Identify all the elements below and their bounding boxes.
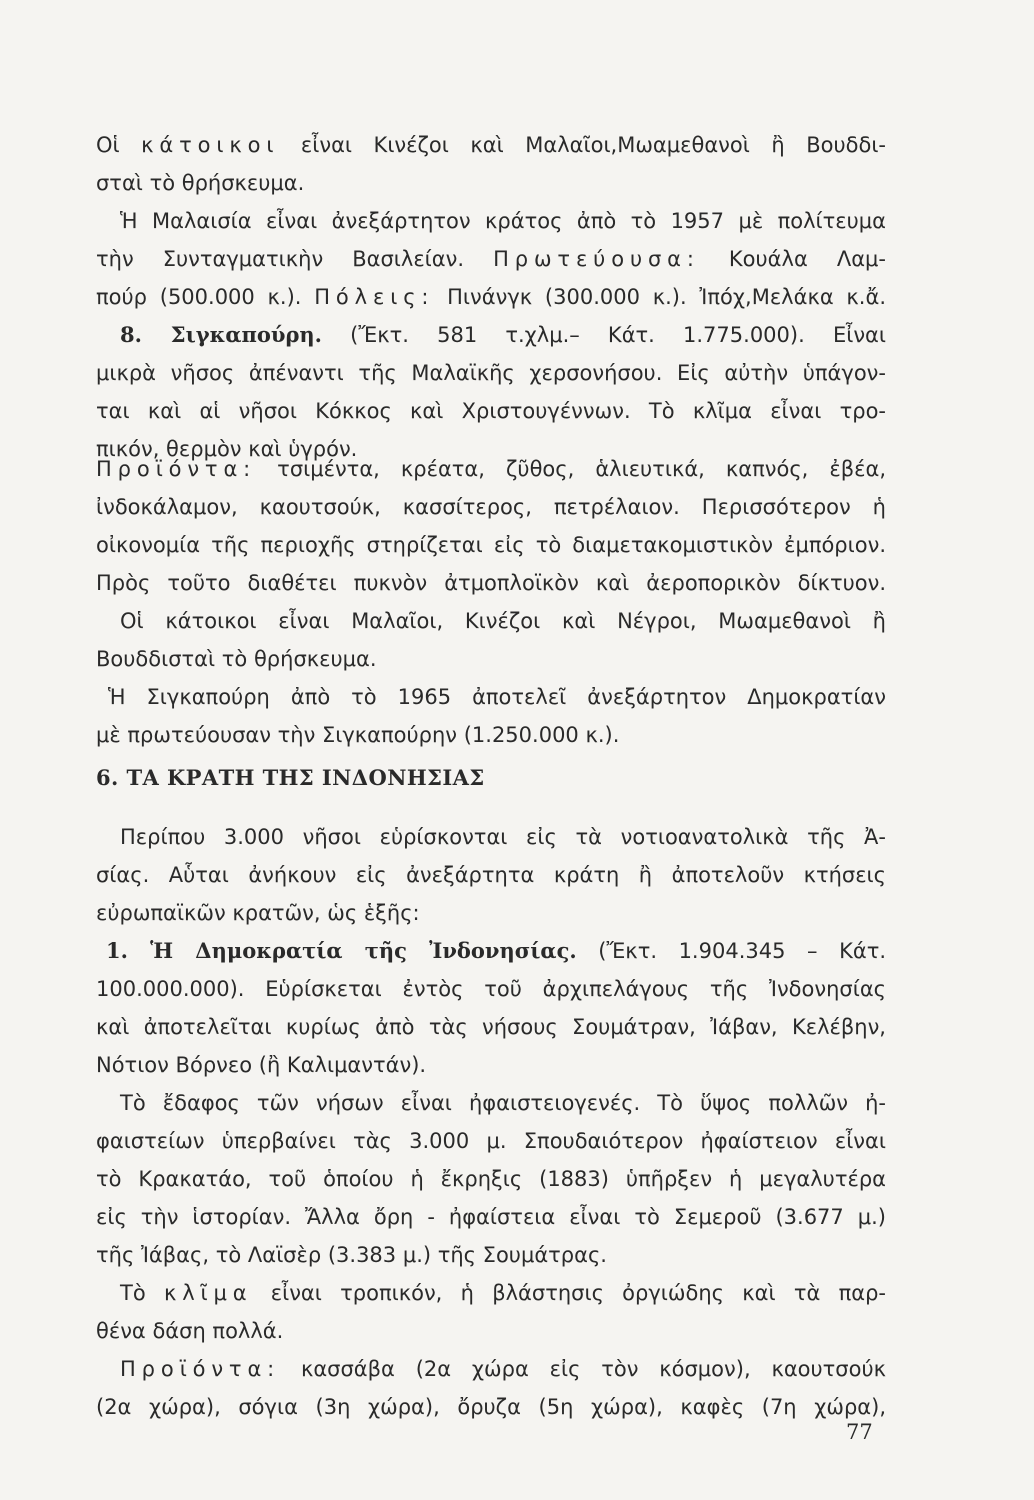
text-line: σταὶ τὸ θρήσκευμα. (96, 171, 305, 195)
text-line: τὸ Κρακατάο, τοῦ ὁποίου ἡ ἔκρηξις (1883) ὑπῆρξεν ἡ μεγαλυτέρα (96, 1167, 886, 1191)
text-line: Οἱ κάτοικοι εἶναι Μαλαῖοι, Κινέζοι καὶ Νέγροι, Μωαμεθανοὶ ἢ (120, 609, 886, 633)
text-line: 100.000.000). Εὑρίσκεται ἐντὸς τοῦ ἀρχιπελάγους τῆς Ἰνδονησίας (96, 977, 886, 1001)
text-line: Νότιον Βόρνεο (ἢ Καλιμαντάν). (96, 1053, 427, 1077)
text-line: οἰκονομία τῆς περιοχῆς στηρίζεται εἰς τὸ διαμετακομιστικὸν ἐμπόριον. (96, 533, 886, 557)
text-line: τῆς Ἰάβας, τὸ Λαϊσὲρ (3.383 μ.) τῆς Σουμάτρας. (96, 1243, 607, 1267)
text-line: εὐρωπαϊκῶν κρατῶν, ὡς ἑξῆς: (96, 901, 420, 925)
text-line: Τὸ ἔδαφος τῶν νήσων εἶναι ἠφαιστειογενές. Τὸ ὕψος πολλῶν ἠ- (120, 1091, 886, 1115)
text-line: Τὸ κλῖμα εἶναι τροπικόν, ἡ βλάστησις ὀργιώδης καὶ τὰ παρ- (120, 1281, 886, 1305)
text-line: Πρὸς τοῦτο διαθέτει πυκνὸν ἀτμοπλοϊκὸν καὶ ἀεροπορικὸν δίκτυον. (96, 571, 886, 595)
text-line: πικόν, θερμὸν καὶ ὑγρόν. (96, 437, 358, 461)
text-line: Ἡ Σιγκαπούρη ἀπὸ τὸ 1965 ἀποτελεῖ ἀνεξάρτητον Δημοκρατίαν (108, 685, 886, 709)
text-line: μὲ πρωτεύουσαν τὴν Σιγκαπούρην (1.250.000 κ.). (96, 723, 620, 747)
text-line: θένα δάση πολλά. (96, 1319, 284, 1343)
text-line: μικρὰ νῆσος ἀπέναντι τῆς Μαλαϊκῆς χερσονήσου. Εἰς αὐτὴν ὑπάγον- (96, 361, 886, 385)
text-line: (2α χώρα), σόγια (3η χώρα), ὄρυζα (5η χώρα), καφὲς (7η χώρα), (96, 1395, 886, 1419)
text-line: τὴν Συνταγματικὴν Βασιλείαν. Πρωτεύουσα: Κουάλα Λαμ- (96, 247, 886, 271)
text-line: Περίπου 3.000 νῆσοι εὑρίσκονται εἰς τὰ νοτιοανατολικὰ τῆς Ἀ- (120, 825, 886, 849)
text-line: καὶ ἀποτελεῖται κυρίως ἀπὸ τὰς νήσους Σουμάτραν, Ἰάβαν, Κελέβην, (96, 1015, 886, 1039)
text-line: φαιστείων ὑπερβαίνει τὰς 3.000 μ. Σπουδαιότερον ἠφαίστειον εἶναι (96, 1129, 886, 1153)
text-line: σίας. Αὗται ἀνήκουν εἰς ἀνεξάρτητα κράτη ἢ ἀποτελοῦν κτήσεις (96, 863, 886, 887)
text-line: ἰνδοκάλαμον, καουτσούκ, κασσίτερος, πετρέλαιον. Περισσότερον ἡ (96, 495, 886, 519)
text-line: εἰς τὴν ἱστορίαν. Ἄλλα ὄρη - ἠφαίστεια εἶναι τὸ Σεμεροῦ (3.677 μ.) (96, 1205, 886, 1229)
text-line: 8. Σιγκαπούρη. (Ἔκτ. 581 τ.χλμ.– Κάτ. 1.775.000). Εἶναι (120, 322, 886, 347)
text-line: πούρ (500.000 κ.). Πόλεις: Πινάνγκ (300.000 κ.). Ἰπόχ,Μελάκα κ.ἄ. (96, 285, 887, 309)
text-line: Προϊόντα: τσιμέντα, κρέατα, ζῦθος, ἁλιευτικά, καπνός, ἐβέα, (96, 457, 886, 481)
text-line: 1. Ἡ Δημοκρατία τῆς Ἰνδονησίας. (Ἔκτ. 1.904.345 – Κάτ. (106, 938, 887, 963)
text-line: Προϊόντα: κασσάβα (2α χώρα εἰς τὸν κόσμον), καουτσούκ (120, 1357, 886, 1381)
text-line: Οἱ κάτοικοι εἶναι Κινέζοι καὶ Μαλαῖοι,Μωαμεθανοὶ ἢ Βουδδι- (96, 133, 887, 157)
text-line: Ἡ Μαλαισία εἶναι ἀνεξάρτητον κράτος ἀπὸ τὸ 1957 μὲ πολίτευμα (120, 209, 886, 233)
section-heading: 6. ΤΑ ΚΡΑΤΗ ΤΗΣ ΙΝΔΟΝΗΣΙΑΣ (96, 765, 485, 790)
text-line: ται καὶ αἱ νῆσοι Κόκκος καὶ Χριστουγέννων. Τὸ κλῖμα εἶναι τρο- (96, 399, 886, 423)
page-number: 77 (846, 1420, 873, 1444)
text-line: Βουδδισταὶ τὸ θρήσκευμα. (96, 647, 377, 671)
